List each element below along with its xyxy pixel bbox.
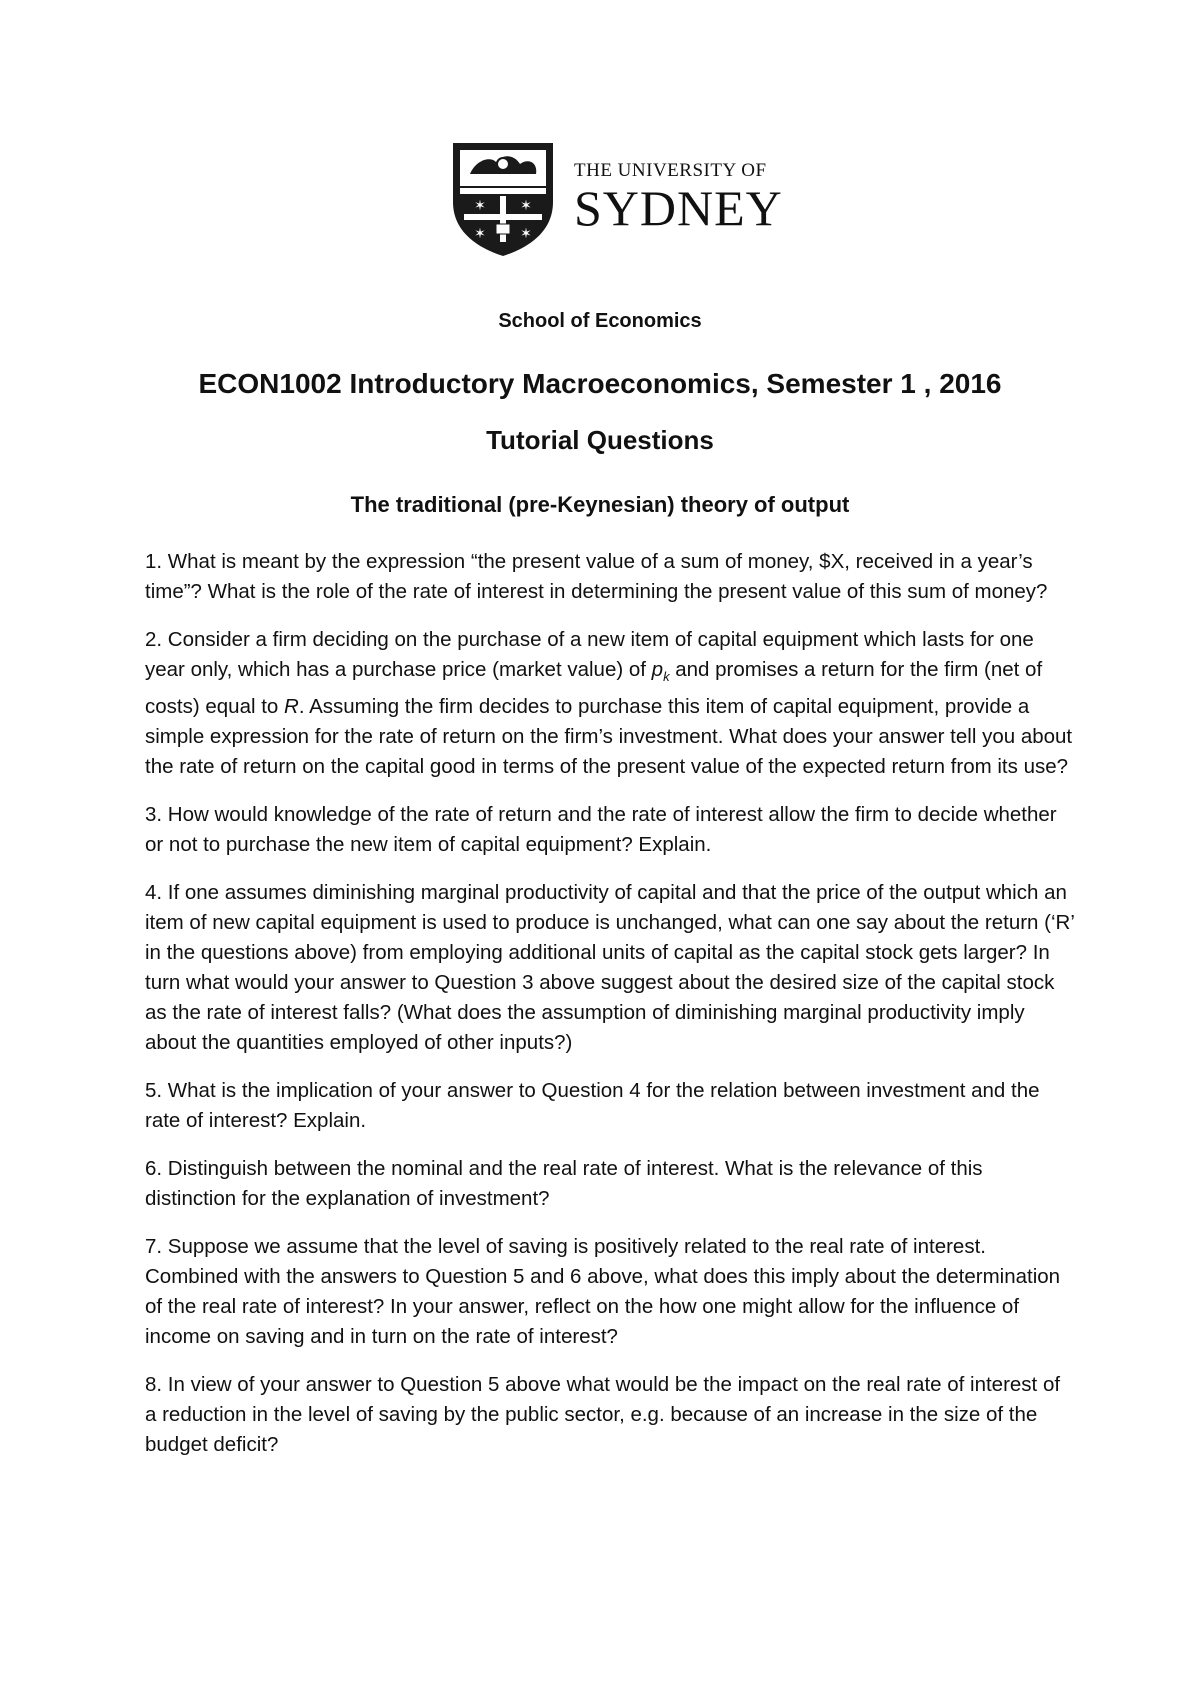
page-subtitle: Tutorial Questions	[486, 425, 714, 455]
price-symbol	[651, 658, 670, 685]
question-5: 5. What is the implication of your answer to Question 4 for the relation between investment and the rate of interest? Explain.	[145, 1079, 1040, 1133]
question-list	[145, 547, 1075, 1478]
question-1: 1. What is meant by the expression “the present value of a sum of money, $X, received in a year’s time”? What is the role of the rate of interest in determining the present value of this sum of money?	[145, 550, 1048, 603]
svg-text:✶: ✶	[474, 198, 486, 214]
question-4: 4. If one assumes diminishing marginal productivity of capital and that the price of the output which an item of new capital equipment is used to produce is unchanged, what can one say about the return (‘R’ in the questions above) from employing additional units of capital as the capital stock gets larger? In turn what would your answer to Question 3 above suggest about the desired size of the capital stock as the rate of interest falls? (What does the assumption of diminishing marginal productivity imply about the quantities employed of other inputs?)	[145, 881, 1075, 1055]
course-title: ECON1002 Introductory Macroeconomics, Semester 1 , 2016	[198, 368, 1002, 399]
price-symbol-base: p	[651, 658, 664, 681]
question-2-part-b: and promises a return for the firm (net of costs) equal to	[145, 658, 1043, 719]
question-3: 3. How would knowledge of the rate of return and the rate of interest allow the firm to decide whether or not to purchase the new item of capital equipment? Explain.	[145, 803, 1057, 857]
question-2-part-c: . Assuming the firm decides to purchase this item of capital equipment, provide a simple expression for the rate of return on the firm’s investment. What does your answer tell you about the rate of return on the capital good in terms of the present value of the expected return from its use?	[145, 695, 1073, 779]
university-crest-icon	[450, 140, 556, 258]
university-wordmark	[574, 160, 783, 236]
price-symbol-subscript: k	[663, 669, 670, 685]
section-heading: The traditional (pre-Keynesian) theory of output	[350, 492, 850, 517]
question-2	[145, 625, 1075, 782]
wordmark-line1: THE UNIVERSITY OF	[574, 160, 767, 181]
wordmark-line2: SYDNEY	[574, 180, 783, 236]
question-2-part-a: 2. Consider a firm deciding on the purchase of a new item of capital equipment which lasts for one year only, which has a purchase price (market value) of	[145, 628, 1034, 681]
university-logo	[450, 140, 783, 260]
svg-text:✶: ✶	[520, 198, 532, 214]
svg-text:✶: ✶	[520, 226, 532, 242]
svg-text:✶: ✶	[474, 226, 486, 242]
return-symbol: R	[284, 695, 299, 719]
question-6: 6. Distinguish between the nominal and the real rate of interest. What is the relevance of this distinction for the explanation of investment?	[145, 1157, 983, 1211]
school-name: School of Economics	[498, 310, 702, 332]
question-7: 7. Suppose we assume that the level of saving is positively related to the real rate of interest. Combined with the answers to Question 5 and 6 above, what does this imply about the determination of the real rate of interest? In your answer, reflect on the how one might allow for the influence of income on saving and in turn on the rate of interest?	[145, 1235, 1061, 1349]
question-8: 8. In view of your answer to Question 5 above what would be the impact on the real rate of interest of a reduction in the level of saving by the public sector, e.g. because of an increase in the size of the budget deficit?	[145, 1373, 1061, 1457]
